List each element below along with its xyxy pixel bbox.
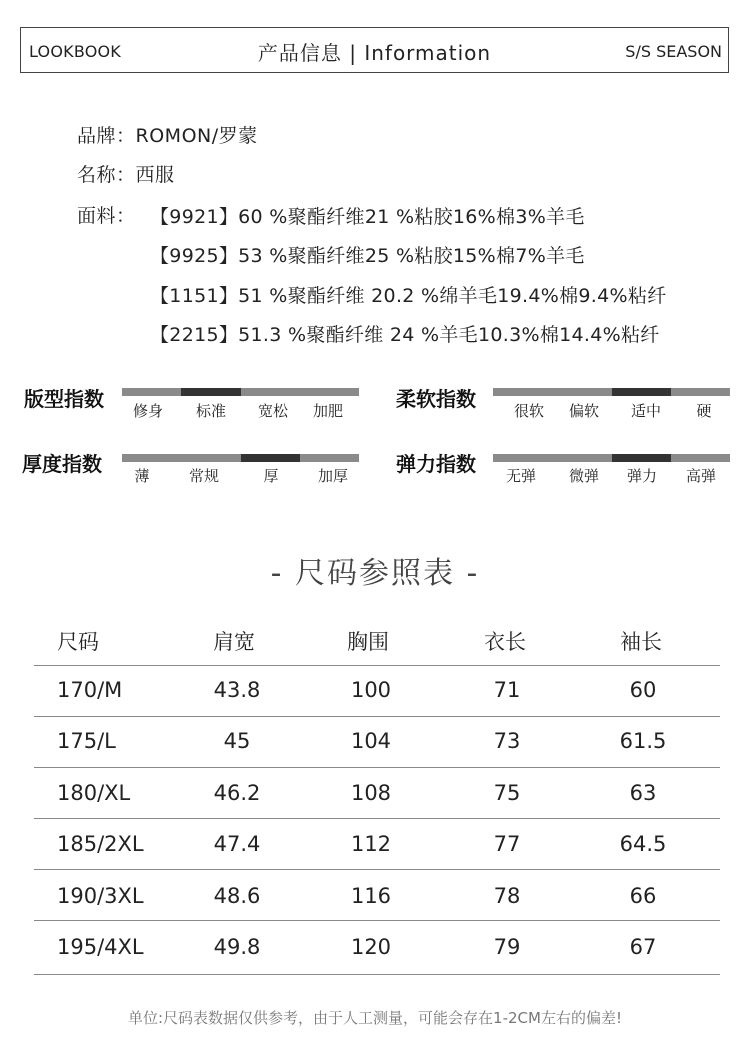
- elasticity-label: 弹力: [626, 467, 657, 485]
- table-cell: 75: [493, 781, 521, 805]
- table-cell: 108: [350, 781, 392, 805]
- table-cell: 120: [350, 935, 392, 959]
- table-cell: 45: [223, 729, 251, 753]
- column-header-length: 衣长: [484, 630, 526, 654]
- table-cell: 61.5: [619, 729, 667, 753]
- bar-segment: [300, 388, 359, 396]
- table-cell: 112: [350, 832, 392, 856]
- bar-segment: [493, 454, 552, 462]
- brand-label: 品牌：: [77, 125, 136, 147]
- brand-row: [77, 121, 258, 148]
- table-cell: 49.8: [213, 935, 261, 959]
- column-header-sleeve: 袖长: [620, 630, 662, 654]
- bar-segment: [552, 388, 611, 396]
- table-cell: 104: [350, 729, 392, 753]
- fit-index-title: 版型指数: [24, 387, 104, 411]
- fabric-line: 【1151】51 %聚酯纤维 20.2 %绵羊毛19.4%棉9.4%粘纤: [150, 285, 667, 307]
- fit-label: 加肥: [312, 402, 343, 420]
- softness-index-title: 柔软指数: [396, 387, 476, 411]
- table-cell: 60: [629, 678, 657, 702]
- table-cell: 170/M: [57, 678, 123, 702]
- header-box: [20, 27, 729, 73]
- bar-segment: [671, 454, 730, 462]
- table-cell: 175/L: [57, 729, 116, 753]
- column-header-chest: 胸围: [347, 630, 389, 654]
- elasticity-label: 微弹: [568, 467, 599, 485]
- thickness-index-bar: [122, 454, 359, 462]
- thickness-label: 厚: [263, 467, 279, 485]
- row-divider: [34, 974, 720, 975]
- bar-segment: [122, 454, 181, 462]
- bar-segment: [181, 454, 240, 462]
- row-divider: [34, 869, 720, 870]
- size-table-title: - 尺码参照表 -: [270, 556, 480, 591]
- elasticity-label: 无弹: [505, 467, 536, 485]
- bar-segment: [122, 388, 181, 396]
- table-cell: 195/4XL: [57, 935, 144, 959]
- table-cell: 77: [493, 832, 521, 856]
- elasticity-index-bar: [493, 454, 730, 462]
- table-cell: 100: [350, 678, 392, 702]
- table-cell: 48.6: [213, 884, 261, 908]
- name-value: 西服: [135, 164, 175, 186]
- table-cell: 71: [493, 678, 521, 702]
- row-divider: [34, 665, 720, 666]
- table-cell: 116: [350, 884, 392, 908]
- brand-value: ROMON/罗蒙: [135, 125, 258, 147]
- fabric-line: 【9921】60 %聚酯纤维21 %粘胶16%棉3%羊毛: [150, 206, 585, 228]
- row-divider: [34, 716, 720, 717]
- name-label: 名称：: [77, 164, 136, 186]
- table-cell: 47.4: [213, 832, 261, 856]
- row-divider: [34, 818, 720, 819]
- measurement-note: 单位:尺码表数据仅供参考，由于人工测量，可能会存在1-2CM左右的偏差!: [128, 1009, 622, 1027]
- bar-segment-selected: [612, 454, 671, 462]
- thickness-label: 薄: [134, 467, 150, 485]
- season-label: S/S SEASON: [625, 42, 722, 61]
- table-cell: 46.2: [213, 781, 261, 805]
- bar-segment: [493, 388, 552, 396]
- bar-segment: [671, 388, 730, 396]
- table-cell: 79: [493, 935, 521, 959]
- fit-label: 修身: [132, 402, 163, 420]
- bar-segment: [552, 454, 611, 462]
- table-cell: 190/3XL: [57, 884, 144, 908]
- fit-label: 宽松: [257, 402, 288, 420]
- row-divider: [34, 767, 720, 768]
- column-header-shoulder: 肩宽: [213, 630, 255, 654]
- table-cell: 78: [493, 884, 521, 908]
- lookbook-label: LOOKBOOK: [29, 42, 121, 61]
- table-cell: 66: [629, 884, 657, 908]
- bar-segment-selected: [181, 388, 240, 396]
- thickness-index-title: 厚度指数: [22, 452, 102, 476]
- bar-segment-selected: [241, 454, 300, 462]
- fabric-line: 【2215】51.3 %聚酯纤维 24 %羊毛10.3%棉14.4%粘纤: [150, 324, 660, 346]
- name-row: [77, 160, 175, 187]
- elasticity-index-title: 弹力指数: [396, 452, 476, 476]
- softness-index-bar: [493, 388, 730, 396]
- table-cell: 67: [629, 935, 657, 959]
- table-cell: 185/2XL: [57, 832, 144, 856]
- table-cell: 73: [493, 729, 521, 753]
- header-title: 产品信息 | Information: [257, 41, 492, 65]
- fit-index-bar: [122, 388, 359, 396]
- table-cell: 63: [629, 781, 657, 805]
- thickness-label: 加厚: [317, 467, 348, 485]
- bar-segment-selected: [612, 388, 671, 396]
- bar-segment: [241, 388, 300, 396]
- softness-label: 很软: [513, 402, 544, 420]
- row-divider: [34, 920, 720, 921]
- softness-label: 偏软: [568, 402, 599, 420]
- softness-label: 硬: [696, 402, 712, 420]
- thickness-label: 常规: [188, 467, 219, 485]
- fabric-label: 面料：: [77, 205, 136, 227]
- column-header-size: 尺码: [57, 630, 99, 654]
- elasticity-label: 高弹: [685, 467, 716, 485]
- table-cell: 43.8: [213, 678, 261, 702]
- bar-segment: [300, 454, 359, 462]
- fabric-line: 【9925】53 %聚酯纤维25 %粘胶15%棉7%羊毛: [150, 245, 585, 267]
- table-cell: 180/XL: [57, 781, 131, 805]
- fit-label: 标准: [195, 402, 226, 420]
- softness-label: 适中: [630, 402, 661, 420]
- table-cell: 64.5: [619, 832, 667, 856]
